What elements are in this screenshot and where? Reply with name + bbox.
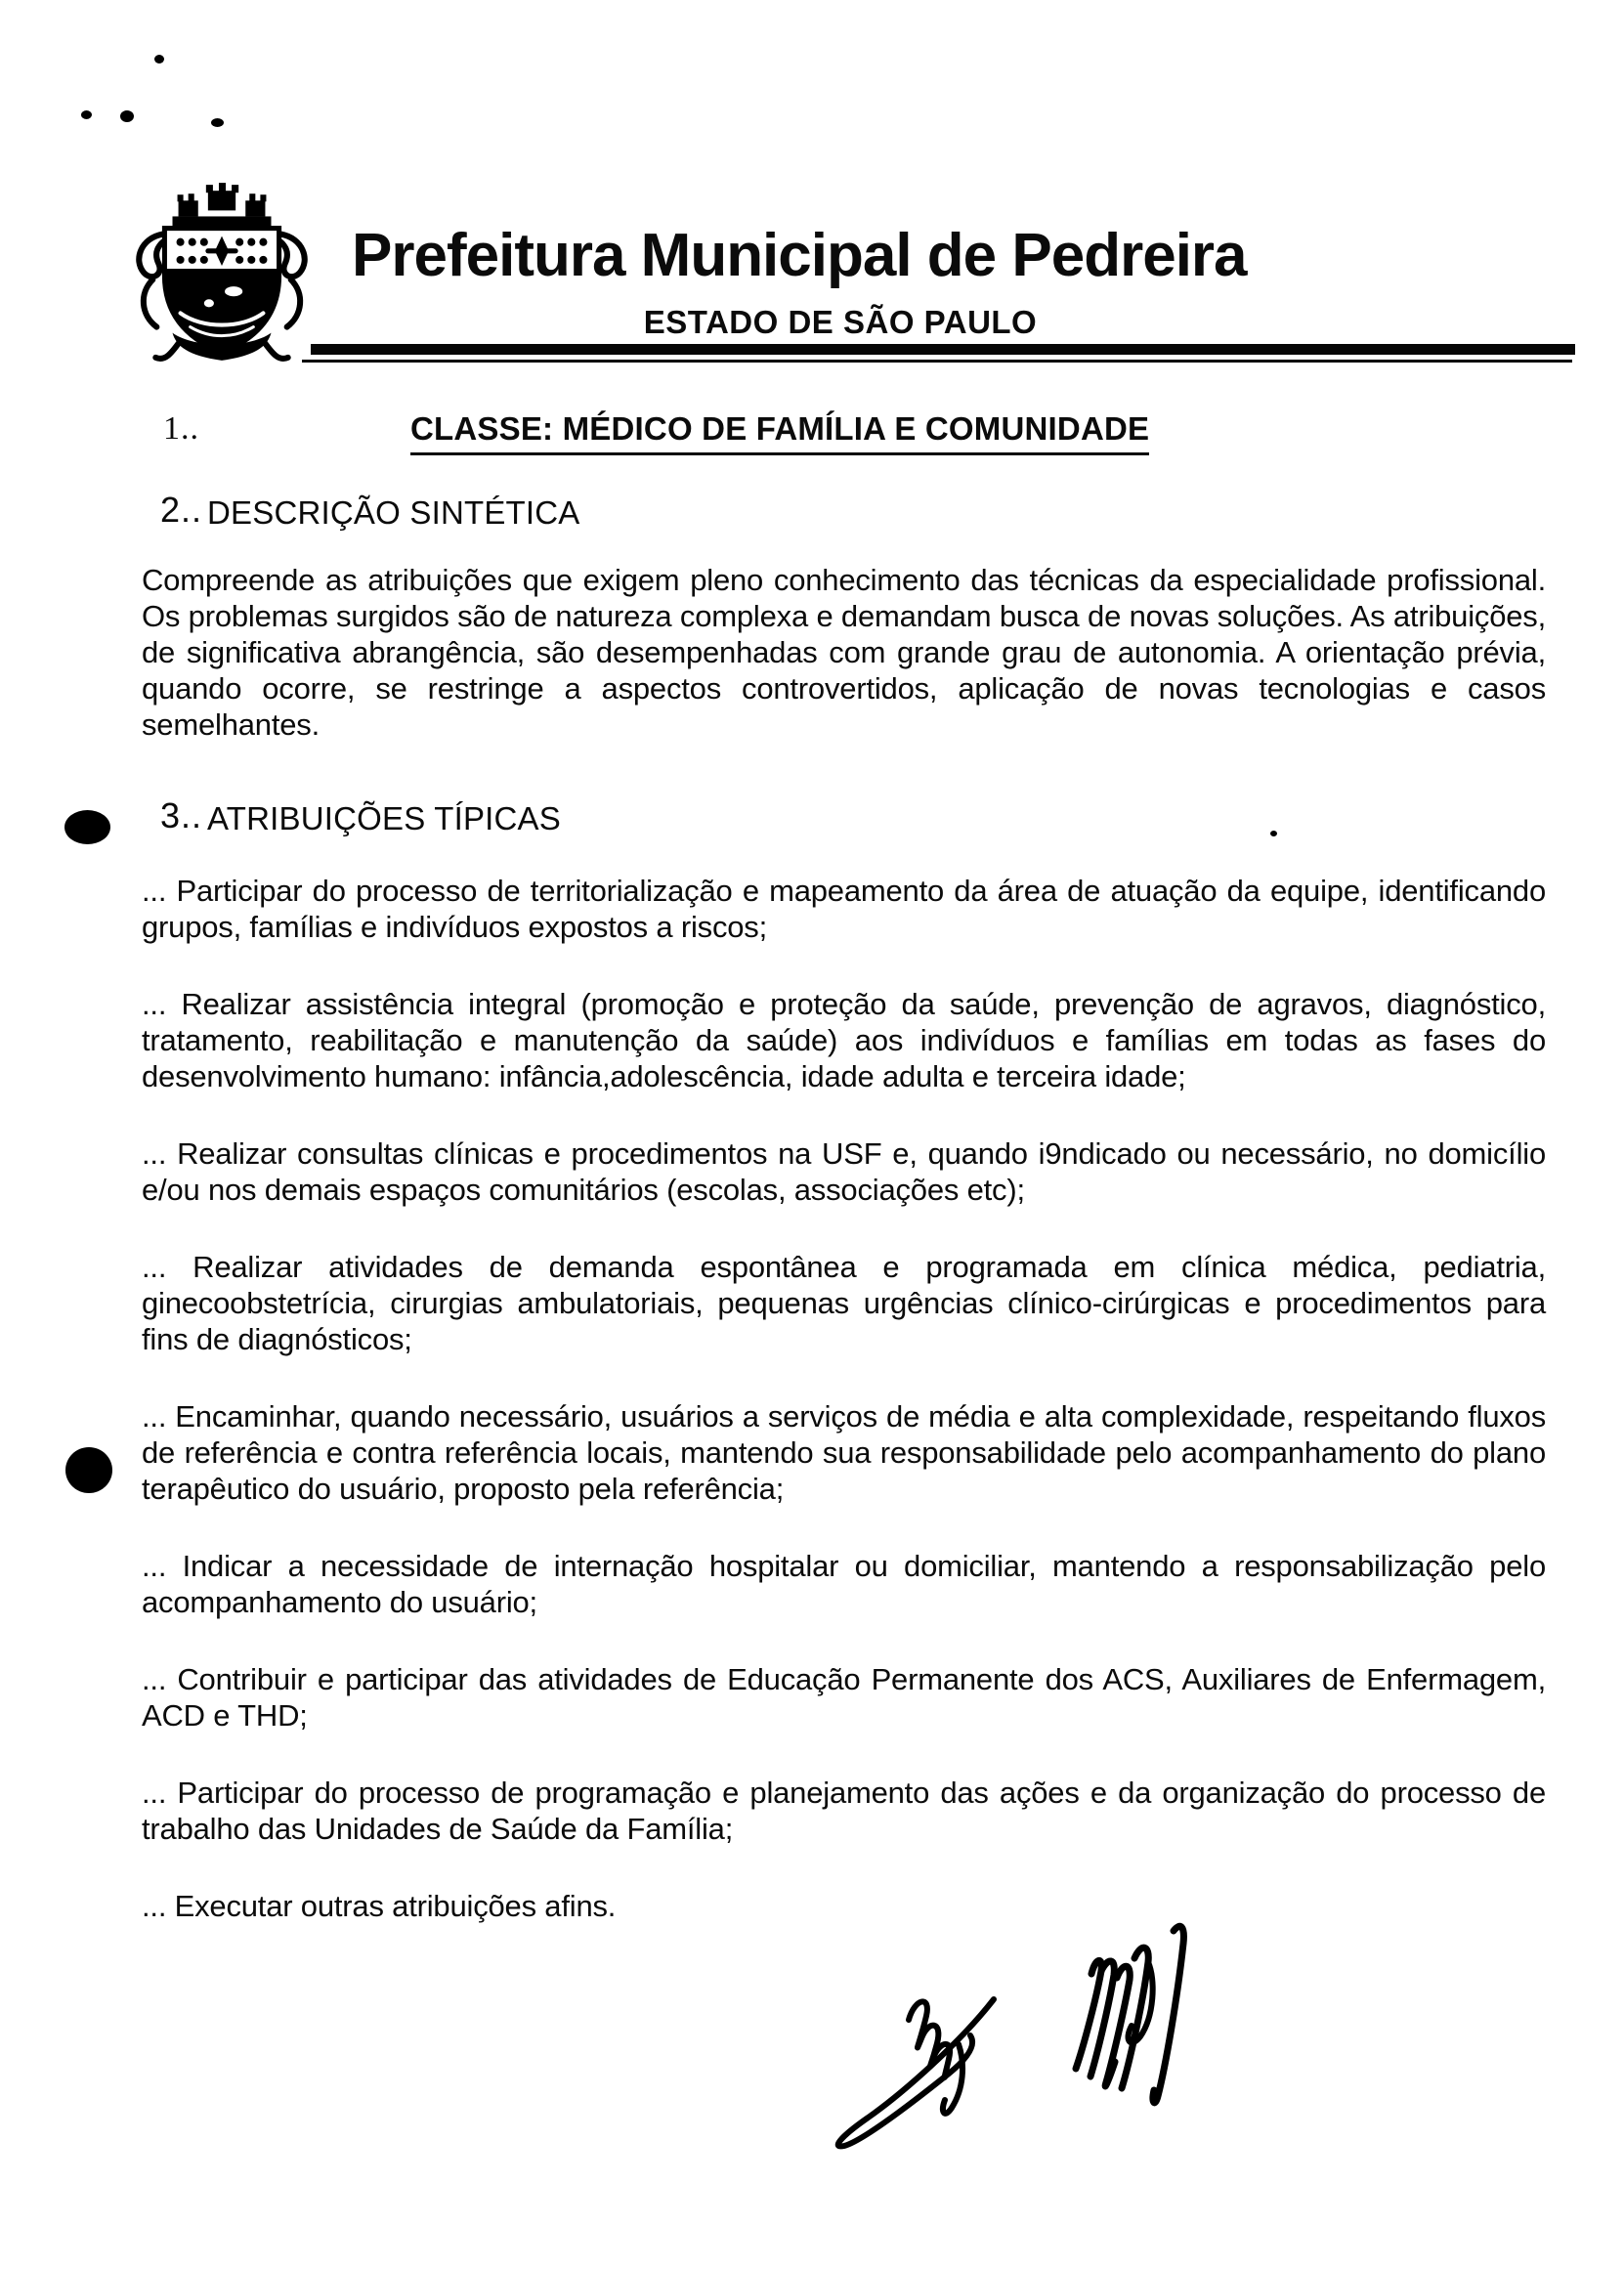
class-heading: CLASSE: MÉDICO DE FAMÍLIA E COMUNIDADE <box>410 410 1149 455</box>
ink-speck <box>154 55 164 64</box>
section-number-1: 1.. <box>163 410 199 447</box>
coat-of-arms-logo <box>123 177 321 364</box>
punch-mark <box>65 1447 112 1493</box>
attribution-item: ... Indicar a necessidade de internação hospitalar ou domiciliar, mantendo a responsabilização pelo acompanhamento do usuário; <box>142 1549 1546 1619</box>
attributions-heading: ATRIBUIÇÕES TÍPICAS <box>207 800 561 836</box>
attributions-list <box>142 873 1546 1965</box>
ink-speck <box>120 110 134 122</box>
description-paragraph: Compreende as atribuições que exigem pleno conhecimento das técnicas da especialidade profissional. Os problemas surgidos são de natureza complexa e demandam busca de novas soluções. As atribuições, de significativa abrangência, são desempenhadas com grande grau de autonomia. A orientação prévia, quando ocorre, se restringe a aspectos controvertidos, aplicação de novas tecnologias e casos semelhantes. <box>142 563 1546 742</box>
attribution-item: ... Realizar consultas clínicas e procedimentos na USF e, quando i9ndicado ou necessário, no domicílio e/ou nos demais espaços comunitários (escolas, associações etc); <box>142 1136 1546 1207</box>
attribution-item: ... Encaminhar, quando necessário, usuários a serviços de média e alta complexidade, respeitando fluxos de referência e contra referência locais, mantendo sua responsabilidade pelo acompanhamento do plano terapêutico do usuário, proposto pela referência; <box>142 1399 1546 1506</box>
ink-speck <box>81 110 92 119</box>
attribution-item: ... Contribuir e participar das atividades de Educação Permanente dos ACS, Auxiliares de Enfermagem, ACD e THD; <box>142 1662 1546 1733</box>
section-number-3: 3.. <box>160 795 203 835</box>
header-rule-thin <box>302 360 1572 363</box>
attribution-item: ... Participar do processo de territorialização e mapeamento da área de atuação da equipe, identificando grupos, famílias e indivíduos expostos a riscos; <box>142 874 1546 944</box>
attribution-item: ... Participar do processo de programação e planejamento das ações e da organização do processo de trabalho das Unidades de Saúde da Família; <box>142 1776 1546 1846</box>
attribution-item: ... Realizar assistência integral (promoção e proteção da saúde, prevenção de agravos, diagnóstico, tratamento, reabilitação e manutenção da saúde) aos indivíduos e famílias em todas as fases do desenvolvimento humano: infância,adolescência, idade adulta e terceira idade; <box>142 987 1546 1093</box>
ink-speck <box>1270 831 1277 836</box>
attribution-item: ... Executar outras atribuições afins. <box>142 1889 617 1923</box>
signature <box>728 1898 1231 2215</box>
section-number-2: 2.. <box>160 490 203 530</box>
punch-mark <box>64 810 110 844</box>
coat-of-arms-icon <box>123 177 321 364</box>
signature-icon <box>728 1898 1231 2215</box>
ink-speck <box>211 118 224 127</box>
attribution-item: ... Realizar atividades de demanda espontânea e programada em clínica médica, pediatria, ginecoobstetrícia, cirurgias ambulatoriais, pequenas urgências clínico-cirúrgicas e procedimentos para fins de diagnósticos; <box>142 1250 1546 1356</box>
page-title: Prefeitura Municipal de Pedreira <box>352 222 1247 289</box>
page-subtitle: ESTADO DE SÃO PAULO <box>643 304 1038 340</box>
description-heading: DESCRIÇÃO SINTÉTICA <box>207 494 580 531</box>
header-rule-thick <box>311 344 1575 355</box>
